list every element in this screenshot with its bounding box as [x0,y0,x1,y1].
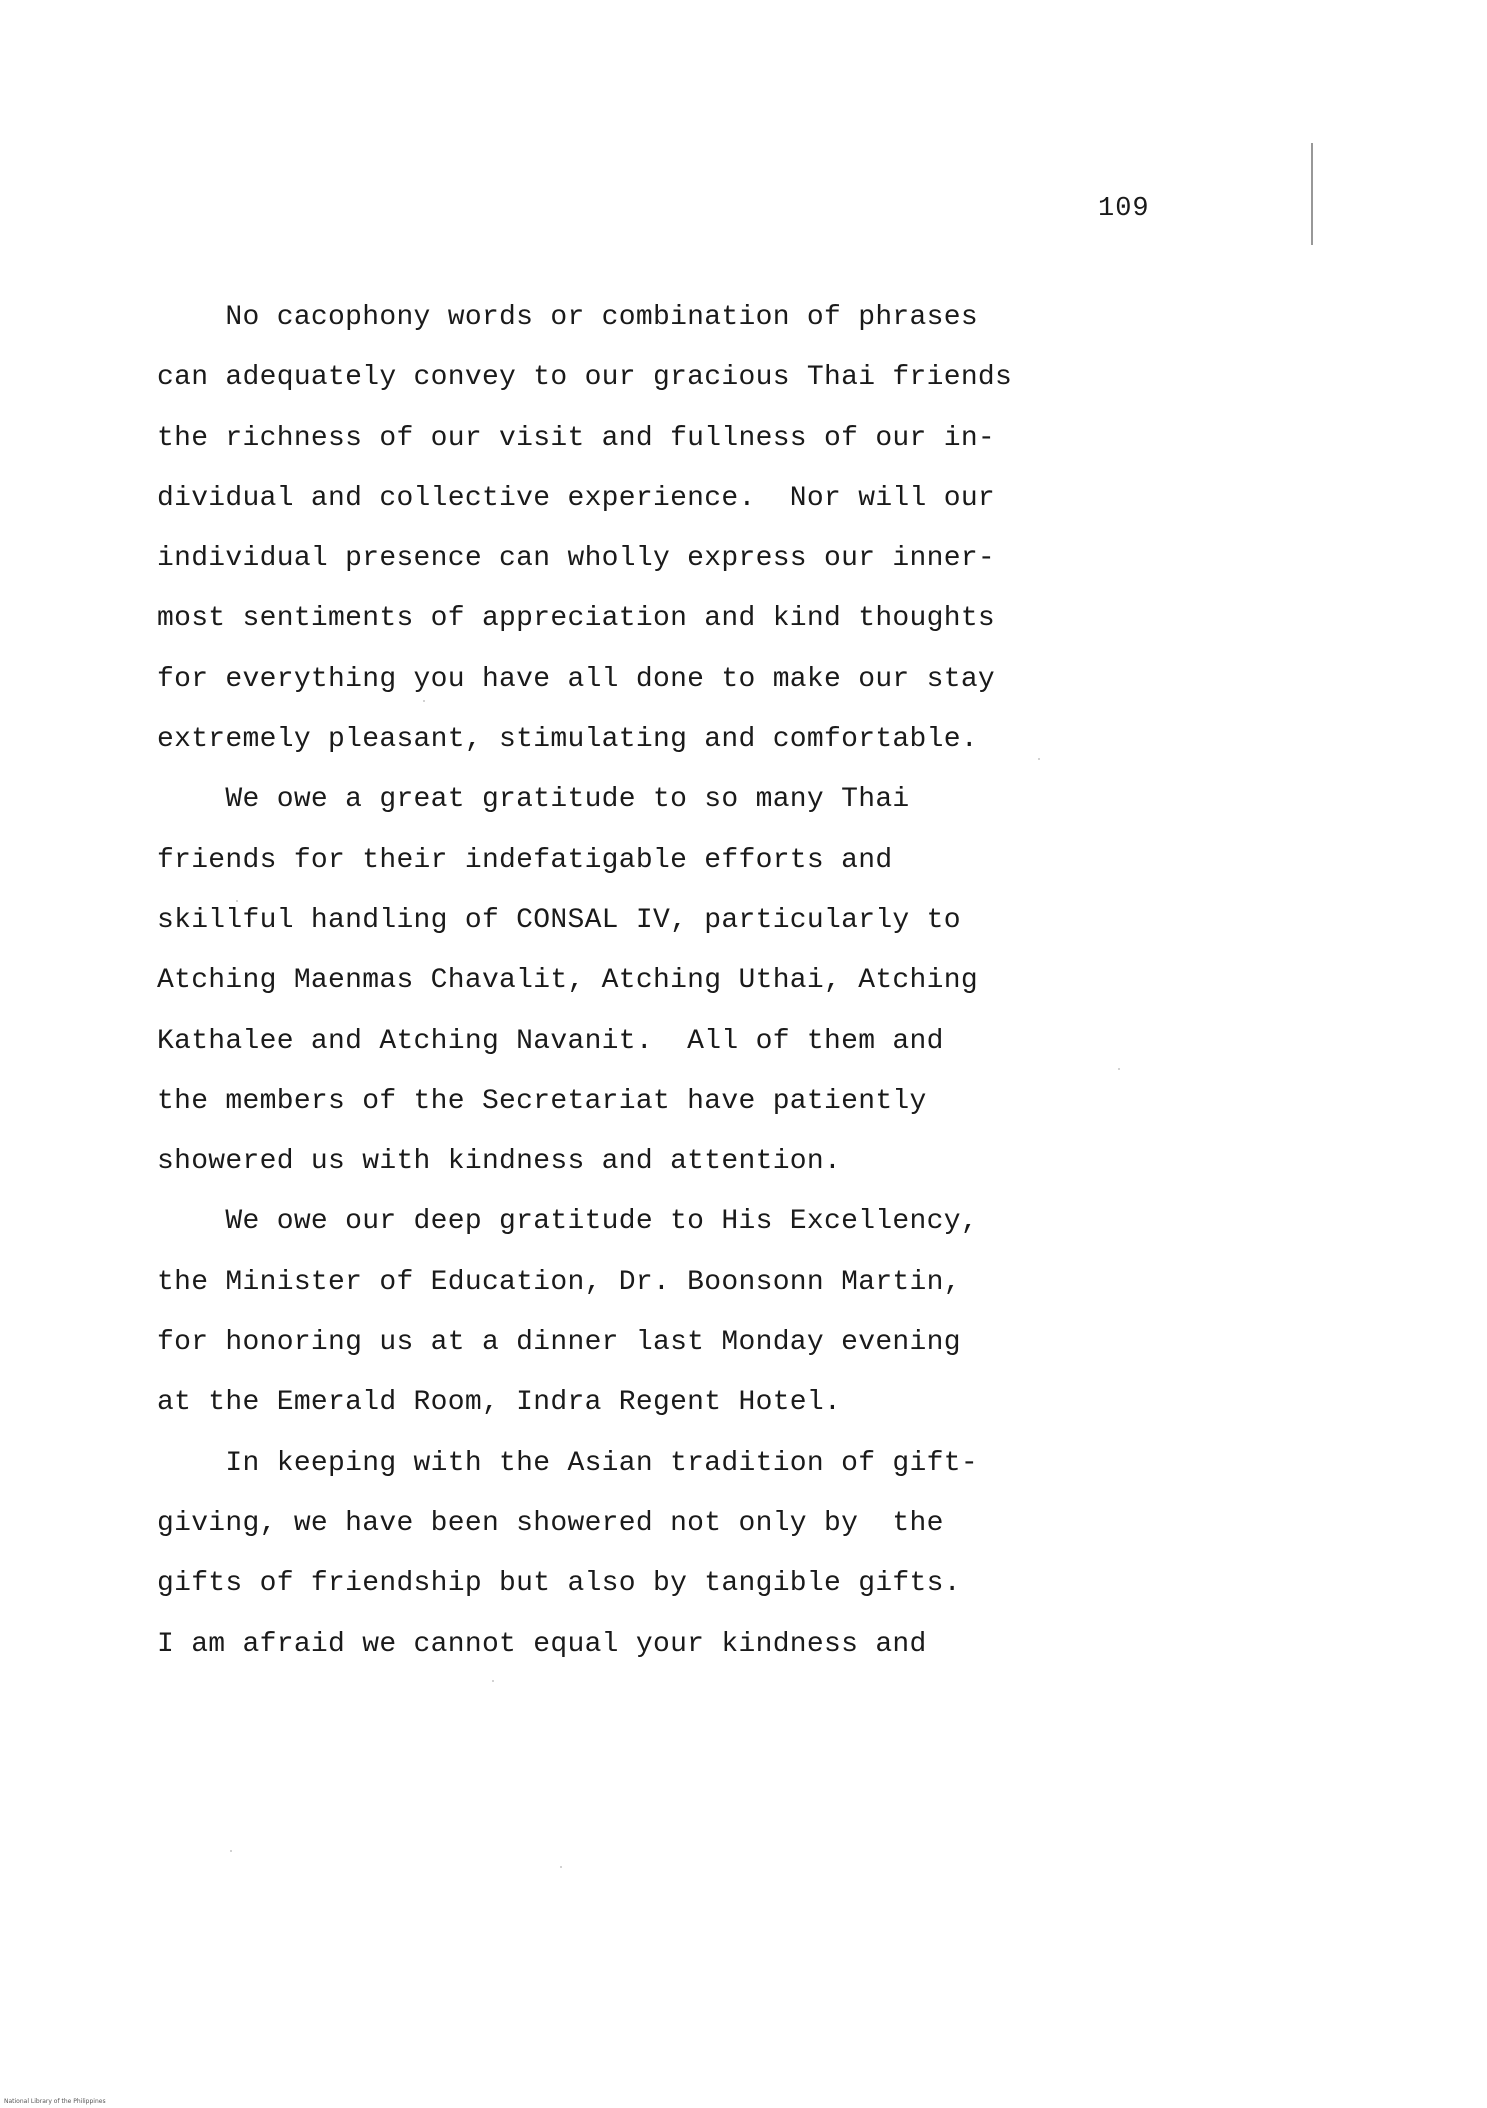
text-line: for everything you have all done to make our stay [157,663,996,695]
text-line: individual presence can wholly express our inner- [157,543,996,575]
text-line: most sentiments of appreciation and kind thoughts [157,603,996,635]
scan-speck [1118,1068,1120,1070]
text-line: the richness of our visit and fullness of our in- [157,422,996,454]
text-line: No cacophony words or combination of phrases [157,302,978,333]
text-line: We owe our deep gratitude to His Excellency, [157,1206,978,1238]
text-line: friends for their indefatigable efforts and [157,844,893,876]
scan-edge-line [1311,143,1313,245]
text-line: gifts of friendship but also by tangible gifts. [157,1568,961,1600]
scan-speck [423,700,425,702]
text-line: In keeping with the Asian tradition of gift- [157,1447,978,1479]
text-line: at the Emerald Room, Indra Regent Hotel. [157,1387,842,1419]
text-line: I am afraid we cannot equal your kindness and [157,1628,927,1660]
scan-speck [236,900,238,902]
text-line: skillful handling of CONSAL IV, particularly to [157,904,961,936]
scan-speck [492,1680,494,1682]
text-line: Kathalee and Atching Navanit. All of them and [157,1025,944,1057]
text-line: Atching Maenmas Chavalit, Atching Uthai, Atching [157,965,978,997]
scan-speck [560,1866,562,1868]
body-text [157,288,1157,1675]
footer-credit: National Library of the Philippines [4,2098,106,2105]
text-line: extremely pleasant, stimulating and comfortable. [157,724,978,756]
text-line: We owe a great gratitude to so many Thai [157,784,910,816]
page-number: 109 [1098,194,1150,224]
scan-speck [230,1850,232,1852]
text-line: the members of the Secretariat have patiently [157,1085,927,1117]
text-line: showered us with kindness and attention. [157,1146,842,1178]
text-line: can adequately convey to our gracious Thai friends [157,362,1013,394]
text-line: giving, we have been showered not only by the [157,1507,944,1539]
text-line: dividual and collective experience. Nor will our [157,482,996,514]
text-line: the Minister of Education, Dr. Boonsonn Martin, [157,1266,961,1298]
text-line: for honoring us at a dinner last Monday evening [157,1327,961,1359]
scan-speck [1038,758,1040,760]
